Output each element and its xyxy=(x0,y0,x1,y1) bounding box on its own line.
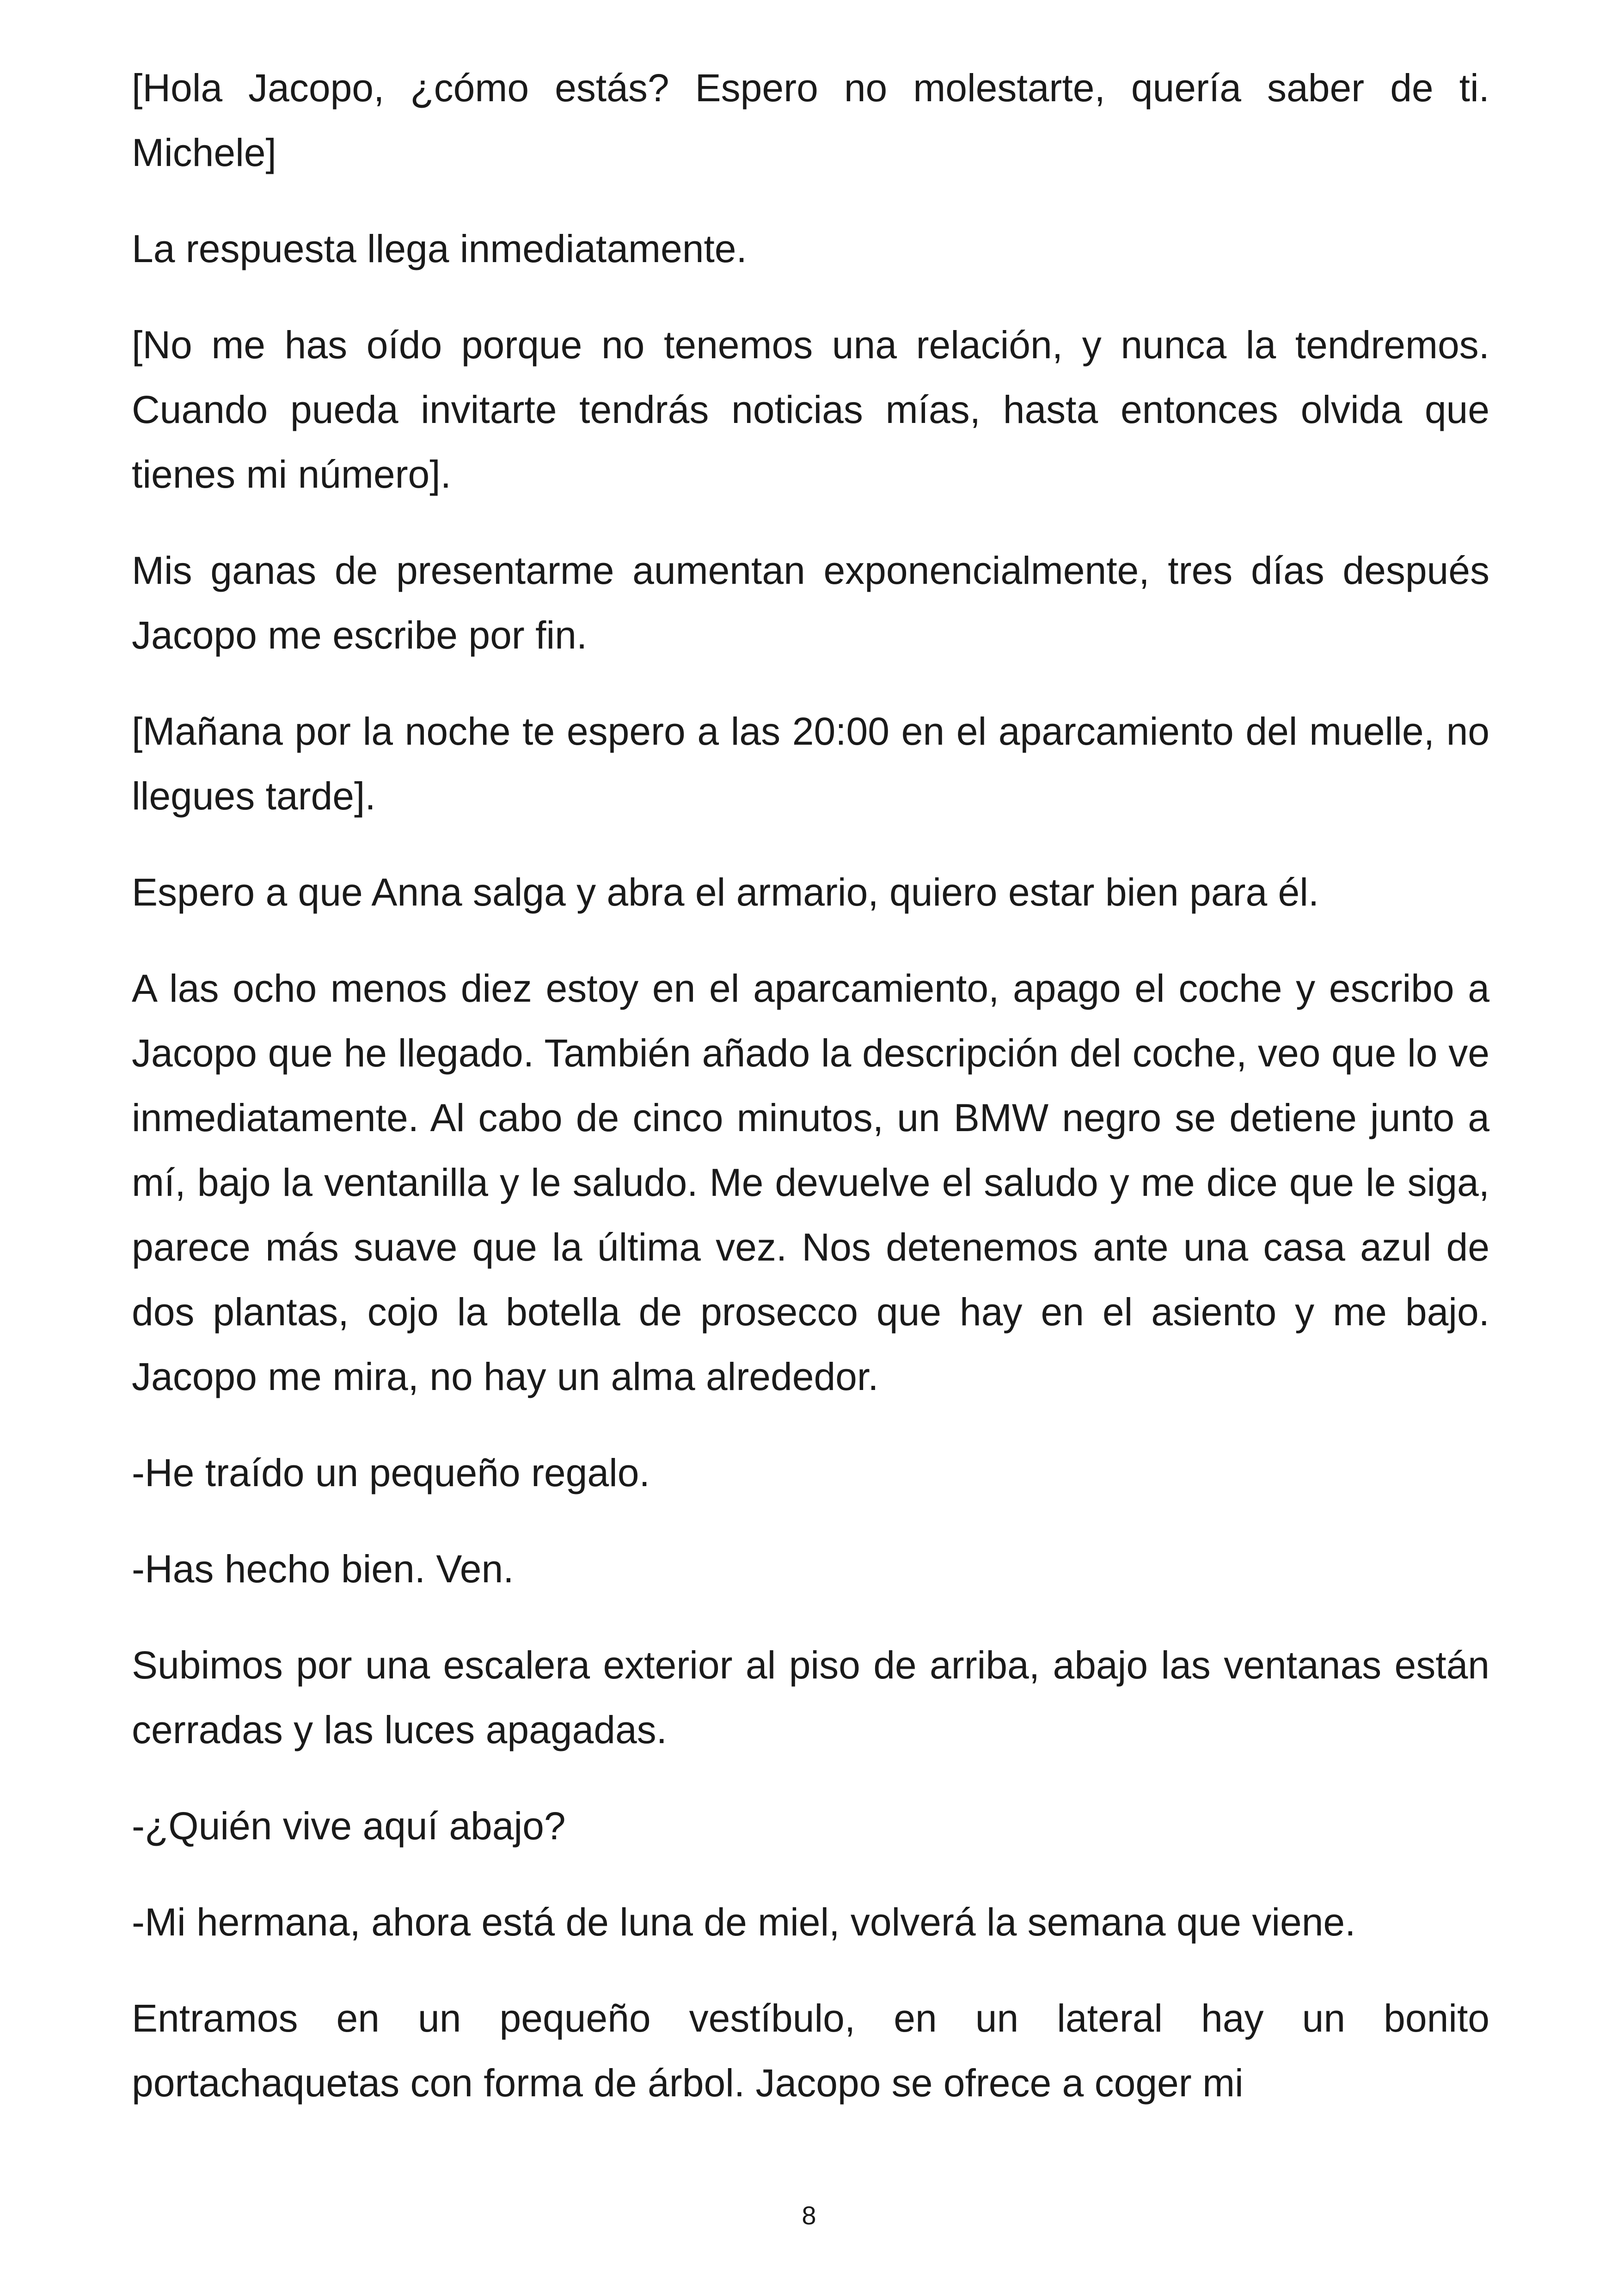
paragraph: [Hola Jacopo, ¿cómo estás? Espero no molestarte, quería saber de ti. Michele] xyxy=(132,66,1489,174)
paragraph: A las ocho menos diez estoy en el aparcamiento, apago el coche y escribo a Jacopo que he llegado. También añado la descripción del coche, veo que lo ve inmediatamente. Al cabo de cinco minutos, un BMW negro se detiene junto a mí, bajo la ventanilla y le saludo. Me devuelve el saludo y me dice que le siga, parece más suave que la última vez. Nos detenemos ante una casa azul de dos plantas, cojo la botella de prosecco que hay en el asiento y me bajo. Jacopo me mira, no hay un alma alrededor. xyxy=(132,967,1489,1398)
dialogue-line: -¿Quién vive aquí abajo? xyxy=(132,1804,566,1848)
paragraph: La respuesta llega inmediatamente. xyxy=(132,227,747,270)
paragraph: Entramos en un pequeño vestíbulo, en un lateral hay un bonito portachaquetas con forma de árbol. Jacopo se ofrece a coger mi xyxy=(132,1996,1489,2105)
page-number: 8 xyxy=(802,2201,816,2230)
paragraph: Espero a que Anna salga y abra el armario, quiero estar bien para él. xyxy=(132,870,1319,914)
dialogue-line: -Has hecho bien. Ven. xyxy=(132,1547,514,1591)
paragraph: [No me has oído porque no tenemos una relación, y nunca la tendremos. Cuando pueda invitarte tendrás noticias mías, hasta entonces olvida que tienes mi número]. xyxy=(132,323,1489,496)
paragraph: Mis ganas de presentarme aumentan exponencialmente, tres días después Jacopo me escribe por fin. xyxy=(132,549,1489,657)
document-body xyxy=(132,55,1489,2147)
dialogue-line: -He traído un pequeño regalo. xyxy=(132,1451,650,1494)
paragraph: [Mañana por la noche te espero a las 20:00 en el aparcamiento del muelle, no llegues tarde]. xyxy=(132,710,1489,818)
dialogue-line: -Mi hermana, ahora está de luna de miel, volverá la semana que viene. xyxy=(132,1900,1356,1944)
paragraph: Subimos por una escalera exterior al piso de arriba, abajo las ventanas están cerradas y las luces apagadas. xyxy=(132,1643,1489,1751)
